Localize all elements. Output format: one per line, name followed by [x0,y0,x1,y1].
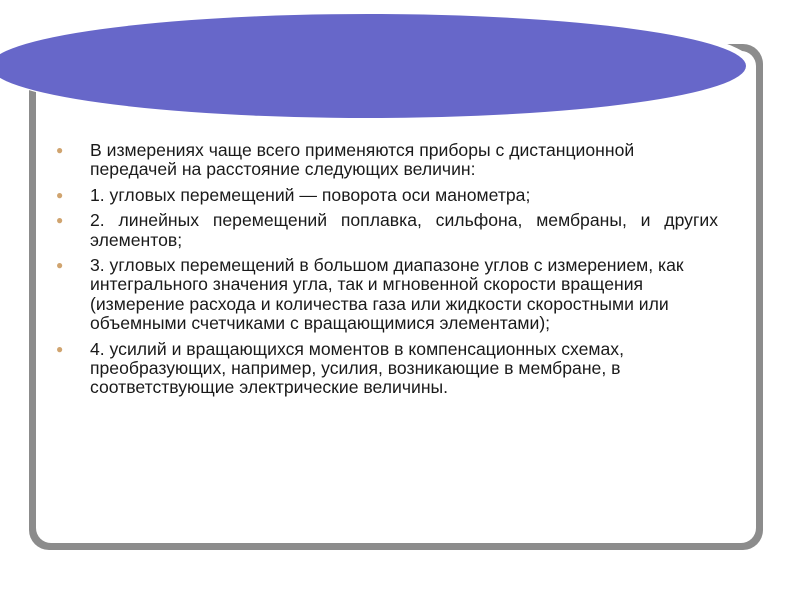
list-item-text: 4. усилий и вращающихся моментов в компенсационных схемах, преобразующих, например, усилия, возникающие в мембране, в соответствующие электрические величины. [90,338,624,398]
bullet-icon: ● [56,187,64,202]
header-band [0,0,800,130]
bullet-icon: ● [56,341,64,356]
list-item [56,186,718,205]
bullet-list [56,141,718,404]
bullet-icon: ● [56,258,64,273]
list-item-text: 3. угловых перемещений в большом диапазоне углов с измерением, как интегрального значения угла, так и мгновенной скорости вращения (измерение расхода и количества газа или жидкости скоростными или объемными счетчиками с вращающимися элементами); [90,255,684,334]
list-item [56,211,718,250]
list-item [56,256,718,334]
list-item [56,340,718,398]
header-band-ellipse [0,14,746,118]
bullet-icon: ● [56,143,64,157]
list-item-text: 1. угловых перемещений — поворота оси манометра; [90,184,531,205]
list-item-text: 2. линейных перемещений поплавка, сильфона, мембраны, и других элементов; [90,210,718,250]
list-item [56,141,718,180]
list-item-text: В измерениях чаще всего применяются приборы с дистанционной передачей на расстояние следующих величин: [90,140,635,180]
bullet-icon: ● [56,213,64,228]
